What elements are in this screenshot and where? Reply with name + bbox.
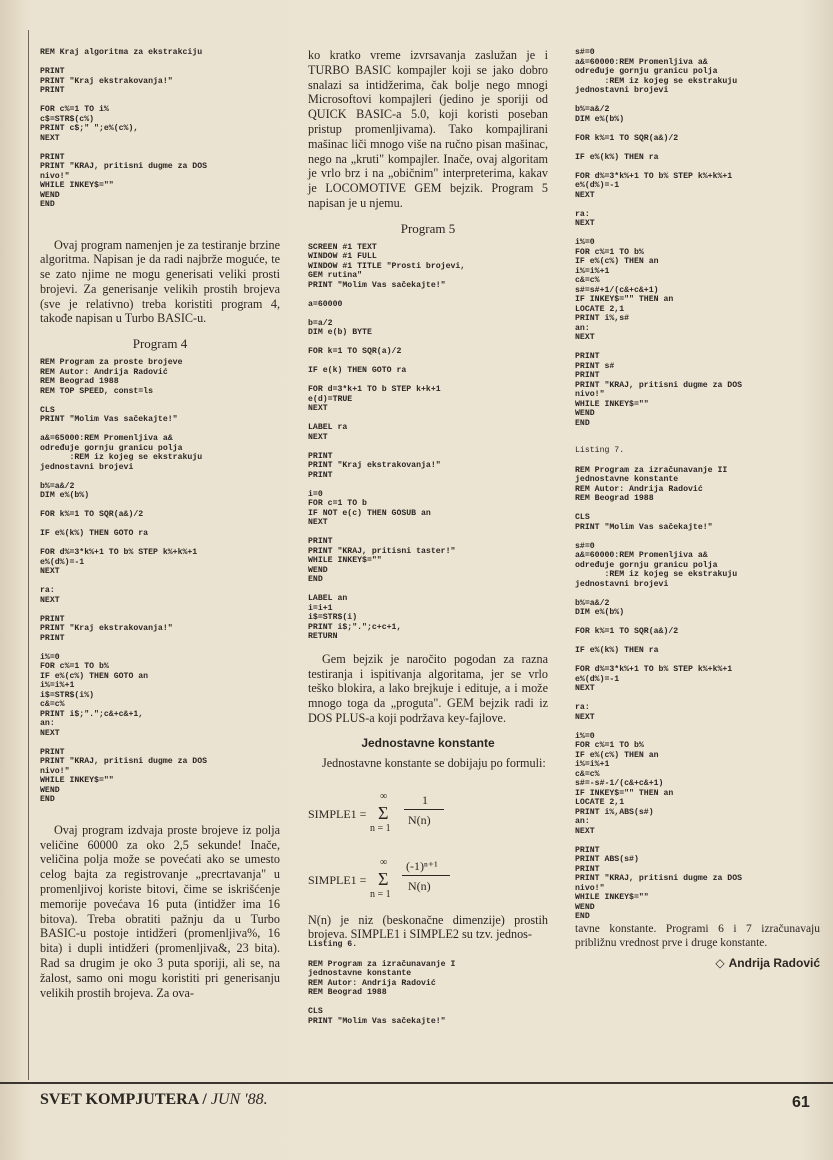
paragraph: tavne konstante. Programi 6 i 7 izračunavaju približnu vrednost prve i druge konstante.	[575, 922, 820, 949]
formula-name: SIMPLE1 =	[308, 806, 367, 821]
paragraph: N(n) je niz (beskonačne dimenzije) prostih brojeva. SIMPLE1 i SIMPLE2 su tzv. jednos-	[308, 912, 548, 942]
paragraph: ko kratko vreme izvrsavanja zaslužan je i TURBO BASIC kompajler koji se jako dobro snalazi sa intidžerima, čak bolje nego mnogi Microsoftovi kompajleri (jedino je sporiji od QUICK BASIC-a 5.0, koji koristi poseban pristup promenljivama). Tako kompajlirani mašinac liči mnogo više na ručno pisan mašinac, nego na „kruti" kompajler. Inače, ovaj algoritam je vrlo brz i na „običnim" interpreterima, kakav je LOCOMOTIVE GEM bejzik. Program 5 napisan je u njemu.	[308, 48, 548, 210]
sum-symbol: Σ	[378, 868, 389, 889]
code-listing-6-cont: s#=0 a&=60000:REM Promenljiva a& određuje gornju granicu polja :REM iz kojeg se ekstrakuju jednostavni brojevi b%=a&/2 DIM e%(b%) FOR k%=1 TO SQR(a&)/2 IF e%(k%) THEN ra FOR d%=3*k%+1 TO b% STEP k%+k%+1 e%(d%)=-1 NEXT ra: NEXT i%=0 FOR c%=1 TO b% IF e%(c%) THEN an i%=i%+1 c&=c% s#=s#+1/(c&+c&+1) IF INKEY$="" THEN an LOCATE 2,1 PRINT i%,s# an: NEXT PRINT PRINT s# PRINT PRINT "KRAJ, pritisni dugme za DOS nivo!" WHILE INKEY$="" WEND END	[575, 48, 743, 428]
column-1	[40, 48, 280, 1000]
sum-symbol: Σ	[378, 802, 389, 823]
formula-simple2	[308, 855, 548, 903]
diamond-icon: ◇	[715, 955, 725, 970]
footer-magazine	[40, 1091, 268, 1109]
section-heading: Program 5	[400, 220, 456, 236]
paragraph: Gem bejzik je naročito pogodan za razna testiranja i ispitivanja algoritama, jer se vrlo teško blokira, a lako brejkuje i edituje, a i može mnogo toga da „proguta". GEM bejzik radi iz DOS PLUS-a koji podržava key-fajlove.	[308, 651, 548, 725]
author-signature	[575, 956, 820, 970]
sum-lower-limit: n = 1	[370, 888, 391, 900]
fraction-denominator: N(n)	[408, 812, 431, 827]
issue-date: JUN '88.	[210, 1091, 268, 1108]
fraction-bar	[404, 809, 444, 810]
author-name: Andrija Radović	[728, 955, 820, 970]
fraction-numerator: 1	[422, 792, 428, 807]
footer-rule	[0, 1082, 833, 1084]
formula-name: SIMPLE1 =	[308, 872, 367, 887]
fraction-bar	[402, 875, 450, 876]
code-listing-7: REM Program za izračunavanje II jednostavne konstante REM Autor: Andrija Radović REM Beograd 1988 CLS PRINT "Molim Vas sačekajte!" s#=0 a&=60000:REM Promenljiva a& određuje gornju granicu polja :REM iz kojeg se ekstrakuju jednostavni brojevi b%=a&/2 DIM e%(b%) FOR k%=1 TO SQR(a&)/2 IF e%(k%) THEN ra FOR d%=3*k%+1 TO b% STEP k%+k%+1 e%(d%)=-1 NEXT ra: NEXT i%=0 FOR c%=1 TO b% IF e%(c%) THEN an i%=i%+1 c&=c% s#=-s#-1/(c&+c&+1) IF INKEY$="" THEN an LOCATE 2,1 PRINT i%,ABS(s#) an: NEXT PRINT PRINT ABS(s#) PRINT PRINT "KRAJ, pritisni dugme za DOS nivo!" WHILE INKEY$="" WEND END	[575, 465, 743, 921]
sum-lower-limit: n = 1	[370, 822, 391, 834]
sum-upper-limit: ∞	[380, 856, 388, 868]
code-listing-program-4: REM Program za proste brojeve REM Autor: Andrija Radović REM Beograd 1988 REM TOP SPEED, const=ls CLS PRINT "Molim Vas sačekajte!" a&=65000:REM Promenljiva a& određuje gornju granicu polja :REM iz kojeg se ekstrakuju jednostavni brojevi b%=a&/2 DIM e%(b%) FOR k%=1 TO SQR(a&)/2 IF e%(k%) THEN GOTO ra FOR d%=3*k%+1 TO b% STEP k%+k%+1 e%(d%)=-1 NEXT ra: NEXT PRINT PRINT "Kraj ekstrakovanja!" PRINT i%=0 FOR c%=1 TO b% IF e%(c%) THEN GOTO an i%=i%+1 i$=STR$(i%) c&=c% PRINT i$;".";c&+c&+1, an: NEXT PRINT PRINT "KRAJ, pritisni dugme za DOS nivo!" WHILE INKEY$="" WEND END	[40, 358, 208, 805]
section-heading: Program 4	[132, 336, 188, 352]
page-number: 61	[792, 1094, 810, 1111]
sum-upper-limit: ∞	[380, 790, 388, 802]
code-listing-top: REM Kraj algoritma za ekstrakciju PRINT PRINT "Kraj ekstrakovanja!" PRINT FOR c%=1 TO i% c$=STR$(c%) PRINT c$;" ";e%(c%), NEXT PRINT PRINT "KRAJ, pritisni dugme za DOS nivo!" WHILE INKEY$="" WEND END	[40, 48, 208, 209]
code-listing-program-5: SCREEN #1 TEXT WINDOW #1 FULL WINDOW #1 TITLE "Prosti brojevi, GEM rutina" PRINT "Molim Vas sačekajte!" a=60000 b=a/2 DIM e(b) BYTE FOR k=1 TO SQR(a)/2 IF e(k) THEN GOTO ra FOR d=3*k+1 TO b STEP k+k+1 e(d)=TRUE NEXT LABEL ra NEXT PRINT PRINT "Kraj ekstrakovanja!" PRINT i=0 FOR c=1 TO b IF NOT e(c) THEN GOSUB an NEXT PRINT PRINT "KRAJ, pritisni taster!" WHILE INKEY$="" WEND END LABEL an i=i+1 i$=STR$(i) PRINT i$;".";c+c+1, RETURN	[308, 242, 466, 642]
paragraph: Ovaj program namenjen je za testiranje brzine algoritma. Napisan je da radi najbrže moguće, te se zato njime ne mogu generisati veliki prosti brojevi. Za generisanje velikih prostih brojeva (sve je relativno) treba koristiti program 4, takođe napisan u Turbo BASIC-u.	[40, 237, 280, 326]
listing-label: Listing 7.	[575, 446, 625, 455]
paragraph: Jednostavne konstante se dobijaju po formuli:	[322, 755, 546, 770]
left-margin-rule	[28, 30, 29, 1080]
column-2	[308, 48, 548, 1026]
section-heading: Jednostavne konstante	[361, 735, 495, 750]
code-listing-6: REM Program za izračunavanje I jednostavne konstante REM Autor: Andrija Radović REM Beograd 1988 CLS PRINT "Molim Vas sačekajte!"	[308, 959, 456, 1026]
paragraph: Ovaj program izdvaja proste brojeve iz polja veličine 60000 za oko 2,5 sekunde! Inače, veličina polja može se povećati ako se umesto celog bajta za registrovanje „precrtavanja" u promenljivoj koriste bitovi, čime se iskrišćenje memorije povećava 16 puta (intidžer ima 16 bitova). Treba obratiti pažnju da u Turbo BASIC-u postoje intidžeri (promenljiva%, 16 bita) i dupli intidžeri (promenljiva&, 23 bita). Rad sa drugim je oko 3 puta sporiji, ali se, na žalost, samo oni mogu koristiti pri generisanju velikih prostih brojeva. Za ova-	[40, 822, 280, 1000]
formula-simple1	[308, 789, 548, 837]
fraction-denominator: N(n)	[408, 878, 431, 893]
magazine-name: SVET KOMPJUTERA /	[40, 1091, 207, 1108]
listing-label: Listing 6.	[308, 940, 358, 950]
fraction-numerator: (-1)ⁿ⁺¹	[406, 858, 438, 873]
column-3	[575, 48, 820, 970]
